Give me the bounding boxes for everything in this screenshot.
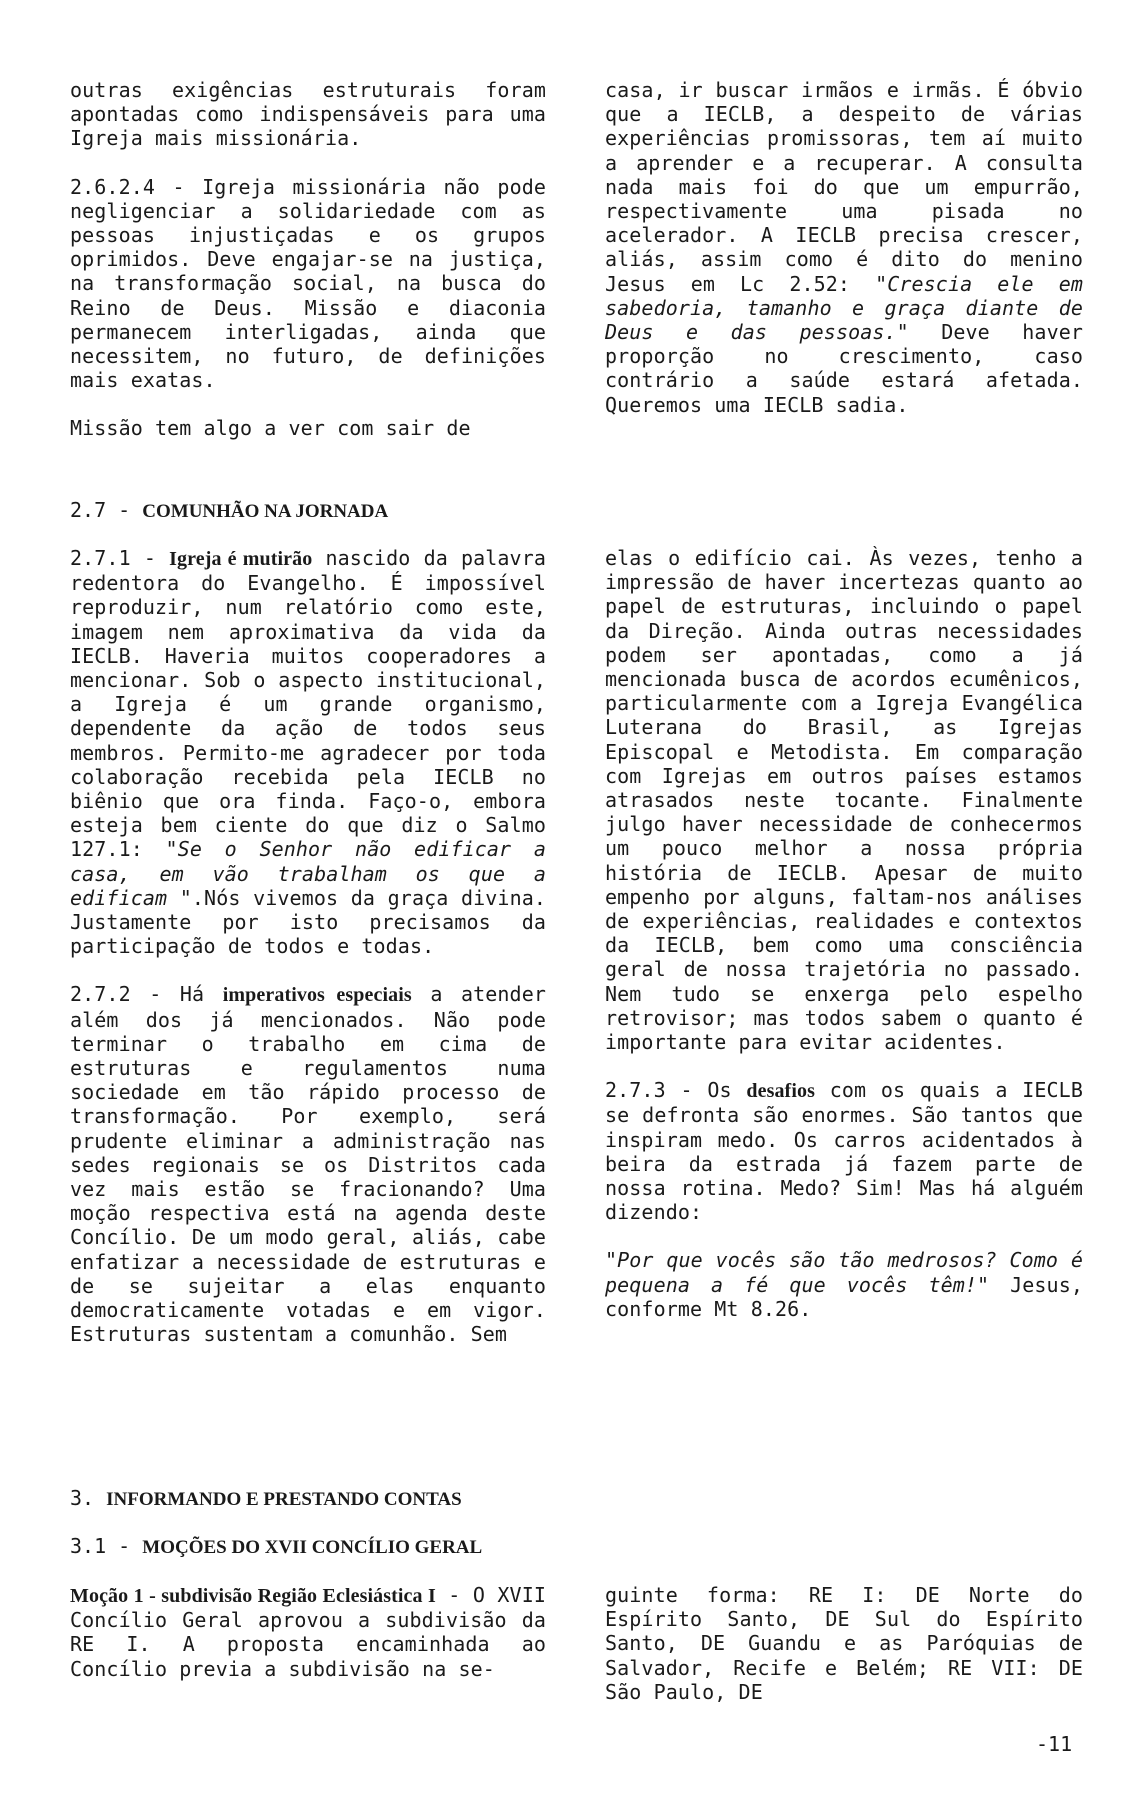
- paragraph: [605, 78, 1083, 417]
- text: com os quais a IECLB se defronta são enormes. São tantos que inspiram medo. Os carros acidentados à beira da estrada já fazem parte de nossa rotina. Medo? Sim! Mas há alguém dizendo:: [605, 1078, 1083, 1225]
- heading-title: COMUNHÃO NA JORNADA: [142, 501, 389, 522]
- paragraph-number: 2.7.3 - Os: [605, 1078, 732, 1103]
- quote-luke: Crescia ele em sabedoria, tamanho e graça diante de Deus e das pessoas.: [605, 271, 1083, 345]
- paragraph-mocao-1: [70, 1583, 546, 1681]
- bold-phrase: desafios: [746, 1080, 815, 1103]
- text: ".Nós vivemos da graça divina. Justamente por isto precisamos da participação de todos e todas.: [70, 885, 546, 959]
- heading-title: MOÇÕES DO XVII CONCÍLIO GERAL: [142, 1537, 483, 1558]
- column-right-block1: [605, 78, 1083, 417]
- heading-number: 3.1 -: [70, 1534, 131, 1558]
- column-left-block2: [70, 546, 546, 1347]
- column-right-block3: [605, 1583, 1083, 1704]
- quote-psalm: Se o Senhor não edificar a casa, em vão trabalham os que a edificam: [70, 837, 546, 910]
- text: Jesus, conforme Mt 8.26.: [605, 1272, 1083, 1321]
- paragraph: Missão tem algo a ver com sair de: [70, 416, 471, 441]
- text: a atender além dos já mencionados. Não pode terminar o trabalho em cima de estruturas e regulamentos numa sociedade em tão rápido processo de transformação. Por exemplo, será prudente eliminar a administração nas sedes regionais se os Distritos cada vez mais estão se fracionando? Uma moção respectiva está na agenda deste Concílio. De um modo geral, aliás, cabe enfatizar a necessidade de estruturas e de se sujeitar a elas enquanto democraticamente votadas e em vigor. Estruturas sustentam a comunhão. Sem: [70, 982, 546, 1347]
- heading-title: INFORMANDO E PRESTANDO CONTAS: [106, 1489, 462, 1510]
- column-right-block2: [605, 546, 1083, 1321]
- paragraph-2-7-2: [70, 982, 546, 1346]
- paragraph-2-7-3: [605, 1078, 1083, 1224]
- section-heading-2-7: [70, 498, 388, 524]
- text: - O XVII Concílio Geral aprovou a subdivisão da RE I. A proposta encaminhada ao Concílio previa a subdivisão na se-: [70, 1583, 546, 1681]
- text: " Deve haver proporção no crescimento, caso contrário a saúde estará afetada. Queremos uma IECLB sadia.: [605, 320, 1083, 417]
- paragraph-number: 2.7.2 - Há: [70, 982, 205, 1007]
- bold-phrase: Igreja é mutirão: [169, 548, 313, 570]
- paragraph-2-6-2-4: 2.6.2.4 - Igreja missionária não pode negligenciar a solidariedade com as pessoas injustiçadas e os grupos oprimidos. Deve engajar-se na justiça, na transformação social, na busca do Reino de Deus. Missão e diaconia permanecem interligadas, ainda que necessitem, no futuro, de definições mais exatas.: [70, 174, 546, 393]
- paragraph-2-7-1: [70, 546, 546, 958]
- column-left-block1: [70, 78, 546, 441]
- paragraph-quote: [605, 1248, 1083, 1321]
- bold-phrase: Moção 1 - subdivisão Região Eclesiástica I: [70, 1585, 436, 1607]
- quote-matthew: "Por que vocês são tão medrosos? Como é pequena a fé que vocês têm!": [605, 1248, 1083, 1297]
- heading-number: 2.7 -: [70, 498, 131, 522]
- paragraph: elas o edifício cai. Às vezes, tenho a impressão de haver incertezas quanto ao papel de estruturas, incluindo o papel da Direção. Ainda outras necessidades podem ser apontadas, como a já mencionada busca de acordos ecumênicos, particularmente com a Igreja Evangélica Luterana do Brasil, as Igrejas Episcopal e Metodista. Em comparação com Igrejas em outros países estamos atrasados neste tocante. Finalmente julgo haver necessidade de conhecermos um pouco melhor a nossa própria história de IECLB. Apesar de muito empenho por alguns, faltam-nos análises de experiências, realidades e contextos da IECLB, bem como uma consciência geral de nossa trajetória no passado. Nem tudo se enxerga pelo espelho retrovisor; mas todos sabem o quanto é importante para evitar acidentes.: [605, 546, 1083, 1055]
- bold-phrase: imperativos especiais: [222, 984, 412, 1007]
- column-left-block3: [70, 1583, 546, 1681]
- paragraph: guinte forma: RE I: DE Norte do Espírito Santo, DE Sul do Espírito Santo, DE Guandu e as Paróquias de Salvador, Recife e Belém; RE VII: DE São Paulo, DE: [605, 1583, 1083, 1704]
- text: nascido da palavra redentora do Evangelho. É impossível reproduzir, num relatório como este, imagem nem aproximativa da vida da IECLB. Haveria muitos cooperadores a mencionar. Sob o aspecto institucional, a Igreja é um grande organismo, dependente da ação de todos seus membros. Permito-me agradecer por toda colaboração recebida pela IECLB no biênio que ora finda. Faço-o, embora esteja bem ciente do que diz o Salmo 127.1: ": [70, 546, 546, 862]
- heading-number: 3.: [70, 1486, 95, 1510]
- section-heading-3-1: [70, 1534, 482, 1560]
- section-heading-3: [70, 1486, 462, 1512]
- paragraph: outras exigências estruturais foram apontadas como indispensáveis para uma Igreja mais missionária.: [70, 78, 546, 151]
- page-number: -11: [1036, 1732, 1073, 1756]
- paragraph-number: 2.7.1 -: [70, 546, 156, 570]
- text: casa, ir buscar irmãos e irmãs. É óbvio que a IECLB, a despeito de várias experiências promissoras, tem aí muito a aprender e a recuperar. A consulta nada mais foi do que um empurrão, respectivamente uma pisada no acelerador. A IECLB precisa crescer, aliás, assim como é dito do menino Jesus em Lc 2.52: ": [605, 78, 1083, 296]
